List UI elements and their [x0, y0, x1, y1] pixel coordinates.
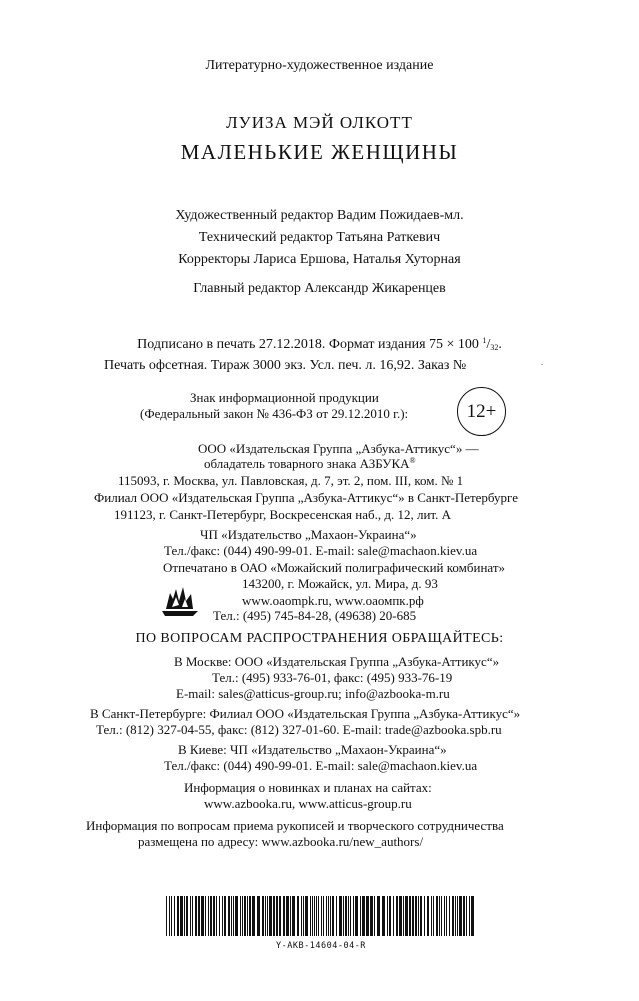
printer-websites: www.oaompk.ru, www.оаомпк.рф [242, 593, 424, 608]
barcode-bar [265, 896, 266, 936]
barcode-bar [219, 896, 220, 936]
barcode-bar [252, 896, 255, 936]
barcode-bar [412, 896, 414, 936]
barcode-bar [355, 896, 358, 936]
barcode-bar [213, 896, 215, 936]
barcode-bar [303, 896, 304, 936]
registered-mark: ® [409, 456, 416, 465]
barcode-bar [452, 896, 454, 936]
publisher-line1: ООО «Издательская Группа „Азбука-Аттикус“» — [198, 441, 479, 456]
barcode-bar [301, 896, 302, 936]
barcode-bar [446, 896, 447, 936]
barcode-bar [366, 896, 369, 936]
moscow-distributor: В Москве: ООО «Издательская Группа „Азбука-Аттикус“» [174, 654, 500, 669]
barcode-bar [233, 896, 234, 936]
kiev-contacts: Тел./факс: (044) 490-99-01. E-mail: sale@machaon.kiev.ua [164, 758, 478, 773]
barcode-bar [409, 896, 411, 936]
barcode-bar [471, 896, 474, 936]
print-info-line1: Подписано в печать 27.12.2018. Формат издания 75 × 100 $^1/_{32}$. [137, 336, 502, 352]
ukraine-contacts: Тел./факс: (044) 490-99-01. E-mail: sale@machaon.kiev.ua [164, 543, 478, 558]
barcode-bar [314, 896, 315, 936]
barcode-bar [348, 896, 349, 936]
barcode-bar [405, 896, 408, 936]
barcode-bar [457, 896, 458, 936]
edition-type: Литературно-художественное издание [205, 58, 434, 73]
barcode-bar [177, 896, 179, 936]
barcode-bar [174, 896, 175, 936]
print-info-end: . [498, 337, 502, 352]
barcode-bar [169, 896, 170, 936]
barcode-bar [171, 896, 172, 936]
barcode-bar [224, 896, 226, 936]
barcode-bar [377, 896, 380, 936]
barcode-bar [216, 896, 217, 936]
barcode-bar [345, 896, 347, 936]
barcode-bar [198, 896, 200, 936]
barcode-bar [415, 896, 417, 936]
barcode-bar [276, 896, 278, 936]
barcode-bar [459, 896, 462, 936]
barcode-bar [332, 896, 334, 936]
barcode-bar [297, 896, 299, 936]
barcode-bar [290, 896, 291, 936]
barcode-bar [360, 896, 361, 936]
barcode-bar [436, 896, 438, 936]
barcode-bar [339, 896, 342, 936]
barcode-bar [267, 896, 268, 936]
barcode-bar [292, 896, 295, 936]
tech-editor: Технический редактор Татьяна Раткевич [198, 230, 441, 245]
age-rating: 12+ [466, 400, 497, 422]
barcode-bar [269, 896, 272, 936]
barcode-bar [257, 896, 260, 936]
barcode-bar [231, 896, 232, 936]
barcode-bar [208, 896, 209, 936]
barcode-bar [283, 896, 285, 936]
barcode-bar [244, 896, 246, 936]
info-sign-line2: (Федеральный закон № 436-ФЗ от 29.12.2010 г.): [140, 406, 409, 421]
spb-contacts: Тел.: (812) 327-04-55, факс: (812) 327-01-60. E-mail: trade@azbooka.spb.ru [96, 722, 502, 737]
barcode-bar [389, 896, 391, 936]
barcode-number: Y-AKB-14604-04-R [276, 941, 366, 951]
proofreaders: Корректоры Лариса Ершова, Наталья Хуторная [178, 252, 461, 267]
info-sign-line1: Знак информационной продукции [190, 390, 379, 405]
barcode-bar [444, 896, 445, 936]
barcode-bar [439, 896, 440, 936]
websites-list: www.azbooka.ru, www.atticus-group.ru [204, 796, 412, 811]
moscow-phones: Тел.: (495) 933-76-01, факс: (495) 933-76-19 [212, 670, 453, 685]
barcode-bar [387, 896, 388, 936]
distribution-heading: ПО ВОПРОСАМ РАСПРОСТРАНЕНИЯ ОБРАЩАЙТЕСЬ: [135, 631, 504, 646]
barcode-bar [166, 896, 167, 936]
format-fraction-numerator: 1 [482, 336, 487, 345]
age-rating-badge [457, 387, 506, 436]
barcode-bar [210, 896, 212, 936]
barcode-bar [469, 896, 470, 936]
barcode-bar [242, 896, 243, 936]
barcode-bar [186, 896, 188, 936]
barcode-bar [222, 896, 223, 936]
barcode-bar [431, 896, 432, 936]
printer-name: Отпечатано в ОАО «Можайский полиграфический комбинат» [163, 560, 506, 575]
barcode-bar [310, 896, 311, 936]
barcode-bar [316, 896, 317, 936]
barcode-bar [201, 896, 204, 936]
barcode-bar [374, 896, 375, 936]
barcode-bar [466, 896, 467, 936]
spb-distributor: В Санкт-Петербурге: Филиал ООО «Издательская Группа „Азбука-Аттикус“» [90, 706, 521, 721]
barcode-bar [350, 896, 351, 936]
barcode-bar [190, 896, 191, 936]
barcode-bar [192, 896, 193, 936]
websites-info: Информация о новинках и планах на сайтах: [184, 780, 432, 795]
barcode-bar [286, 896, 289, 936]
barcode-bar [370, 896, 373, 936]
kiev-distributor: В Киеве: ЧП «Издательство „Махаон-Украина“» [178, 742, 447, 757]
barcode-bar [312, 896, 313, 936]
barcode-bar [393, 896, 394, 936]
barcode-bar [321, 896, 322, 936]
manuscripts-info: Информация по вопросам приема рукописей и творческого сотрудничества [86, 818, 504, 833]
barcode-bar [449, 896, 450, 936]
barcode-bar [362, 896, 365, 936]
publisher-trademark: обладатель товарного знака АЗБУКА [204, 456, 410, 471]
barcode-bar [328, 896, 329, 936]
printer-address: 143200, г. Можайск, ул. Мира, д. 93 [242, 576, 438, 591]
print-info-main: Подписано в печать 27.12.2018. Формат издания 75 × 100 [137, 337, 483, 352]
barcode-bar [382, 896, 385, 936]
barcode-bar [273, 896, 275, 936]
barcode-bar [330, 896, 331, 936]
barcode-bar [318, 896, 319, 936]
format-fraction-denominator: 32 [490, 343, 499, 352]
barcode-bar [249, 896, 251, 936]
publisher-address: 115093, г. Москва, ул. Павловская, д. 7, эт. 2, пом. III, ком. № 1 [118, 473, 464, 488]
art-editor: Художественный редактор Вадим Пожидаев-мл. [175, 208, 464, 223]
barcode-bar [463, 896, 465, 936]
barcode-bar [228, 896, 230, 936]
printer-phones: Тел.: (495) 745-84-28, (49638) 20-685 [213, 608, 417, 623]
chief-editor: Главный редактор Александр Жикаренцев [193, 281, 446, 296]
barcode-bar [353, 896, 354, 936]
barcode-bar [399, 896, 402, 936]
ukraine-publisher: ЧП «Издательство „Махаон-Украина“» [200, 527, 417, 542]
barcode-bar [247, 896, 248, 936]
barcode-bar [195, 896, 197, 936]
barcode-bar [441, 896, 442, 936]
barcode-bar [403, 896, 404, 936]
barcode-bar [424, 896, 425, 936]
barcode-bar [240, 896, 241, 936]
moscow-emails: E-mail: sales@atticus-group.ru; info@azbooka-m.ru [176, 686, 450, 701]
barcode-bar [427, 896, 429, 936]
barcode-bar [326, 896, 327, 936]
book-title: МАЛЕНЬКИЕ ЖЕНЩИНЫ [180, 140, 459, 164]
barcode-bar [184, 896, 185, 936]
barcode-bar [235, 896, 238, 936]
barcode-icon [166, 896, 476, 936]
author-name: ЛУИЗА МЭЙ ОЛКОТТ [226, 113, 413, 132]
barcode-bar [279, 896, 281, 936]
publisher-line2 [204, 456, 416, 472]
branch-address: 191123, г. Санкт-Петербург, Воскресенская наб., д. 12, лит. А [114, 507, 451, 522]
barcode-bar [262, 896, 264, 936]
barcode-bar [343, 896, 344, 936]
publisher-logo-icon [160, 585, 200, 619]
barcode-bar [433, 896, 434, 936]
barcode-bar [420, 896, 422, 936]
branch-name: Филиал ООО «Издательская Группа „Азбука-Аттикус“» в Санкт-Петербурге [94, 490, 518, 505]
barcode-bar [205, 896, 206, 936]
barcode-bar [180, 896, 183, 936]
barcode-bar [455, 896, 456, 936]
barcode-bar [305, 896, 308, 936]
manuscripts-address: размещена по адресу: www.azbooka.ru/new_authors/ [138, 834, 424, 849]
barcode-bar [418, 896, 419, 936]
barcode-bar [323, 896, 324, 936]
barcode-bar [336, 896, 337, 936]
barcode-bar [396, 896, 398, 936]
print-info-dot: . [541, 358, 543, 367]
print-info-line2: Печать офсетная. Тираж 3000 экз. Усл. печ. л. 16,92. Заказ № [104, 358, 467, 373]
